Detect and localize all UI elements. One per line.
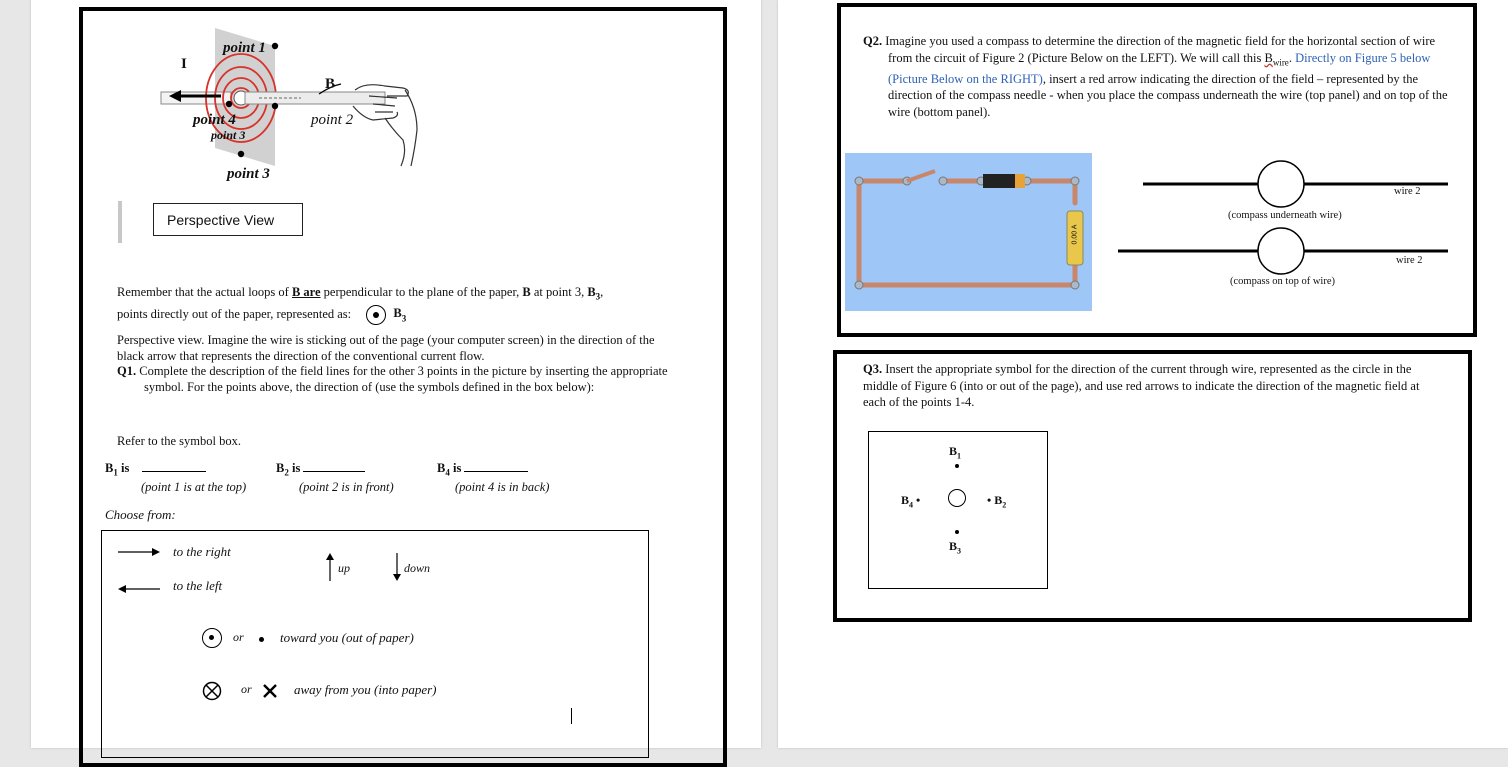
q2-text-a: Imagine you used a compass to determine the direction of the magnetic field for the horizontal section of wire from the circuit of Figure 2 (Picture Below on the LEFT). We will call this <box>885 34 1436 65</box>
compass-top-icon <box>1258 161 1304 207</box>
perspective-paragraph <box>117 333 677 395</box>
figure6-b2: • $B_2$ <box>987 493 1007 510</box>
label-point-3-small: point 3 <box>211 128 246 142</box>
label-point-2: point 2 <box>311 112 354 128</box>
symbol-label-b3: B <box>393 306 402 321</box>
remember-part2: perpendicular to the plane of the paper, <box>320 285 523 299</box>
q3-paragraph <box>863 361 1433 411</box>
out-of-page-symbol-icon <box>366 305 386 325</box>
into-page-circle-icon <box>202 681 222 701</box>
answer-b4-is: is <box>449 461 462 475</box>
out-of-page-circle-icon <box>202 628 222 648</box>
answer-b1-sub: 1 <box>113 467 118 478</box>
q1-label: Q1. <box>117 364 137 378</box>
figure6-b1-dot <box>955 464 959 468</box>
quote-bar <box>118 201 122 243</box>
figure6-b3 <box>949 539 961 555</box>
dot-icon <box>259 637 264 642</box>
label-point-4: point 4 <box>193 112 236 128</box>
remember-line2: points directly out of the paper, represented as: <box>117 306 352 321</box>
circuit-diagram <box>845 153 1092 311</box>
answer-b4-label: B <box>437 461 446 475</box>
symbol-label-b3-sub: 3 <box>401 312 407 323</box>
answer-b4 <box>437 461 528 478</box>
remember-paragraph <box>117 284 697 326</box>
ammeter-reading: 0.00 A <box>1071 224 1079 245</box>
left-arrow-icon <box>118 582 162 596</box>
figure6-b3-sub: 3 <box>957 546 962 556</box>
q2-bwire <box>1264 51 1288 65</box>
remember-b3: B <box>587 285 596 299</box>
q2-label: Q2. <box>863 34 883 48</box>
refer-symbol-box: Refer to the symbol box. <box>117 434 241 448</box>
remember-b3-sub: 3 <box>595 291 601 302</box>
point-1-dot <box>272 43 278 49</box>
answer-b2 <box>276 461 365 478</box>
perspective-text: Perspective view. Imagine the wire is sticking out of the page (your computer screen) in the direction of the black arrow that represents the direction of the conventional current flow. <box>117 333 655 363</box>
label-point-3: point 3 <box>227 166 270 182</box>
answer-b1-note: (point 1 is at the top) <box>141 480 247 494</box>
point-3-dot <box>238 151 244 157</box>
circuit-junctions <box>855 177 1079 289</box>
answer-b2-note: (point 2 is in front) <box>299 480 394 494</box>
compass-bottom-caption: (compass on top of wire) <box>1230 276 1335 287</box>
label-current-I: I <box>181 56 187 72</box>
wire-top-label: wire 2 <box>1394 186 1421 197</box>
answer-b2-label: B <box>276 461 285 475</box>
figure6-b4-sub: 4 <box>909 500 914 510</box>
battery-cap <box>1015 174 1025 188</box>
q2-text-c: , insert a red arrow indicating the direction of the field – represented by the direction of the compass needle - when you place the compass underneath the wire (top panel) and on top of the wire (bottom panel). <box>888 71 1448 119</box>
label-B: B <box>325 76 336 92</box>
figure6-b2-sub: 2 <box>1002 500 1007 510</box>
x-cross-icon <box>262 683 278 699</box>
figure6-b3-letter: B <box>949 539 958 553</box>
figure6-wire-circle[interactable] <box>948 489 966 507</box>
symbol-down-label: down <box>404 561 431 575</box>
answer-b1 <box>105 461 206 478</box>
figure6-b1-sub: 1 <box>957 451 962 461</box>
answer-b2-sub: 2 <box>284 467 289 478</box>
circuit-wires <box>859 181 1075 285</box>
symbol-or-2: or <box>241 682 252 696</box>
label-point-1: point 1 <box>223 40 266 56</box>
q1-text: Complete the description of the field lines for the other 3 points in the picture by inserting the appropriate symbol. For the points above, the direction of (use the symbols defined in the box below): <box>139 364 668 394</box>
circuit-image <box>845 153 1092 311</box>
figure6-b4: $B_4$ • <box>901 493 921 510</box>
symbol-or-1: or <box>233 630 244 644</box>
answer-b4-note: (point 4 is in back) <box>455 480 550 494</box>
wire-field-illustration <box>141 26 441 186</box>
remember-part1: Remember that the actual loops of <box>117 285 292 299</box>
point-2-dot <box>272 103 278 109</box>
compass-top-caption: (compass underneath wire) <box>1228 210 1342 221</box>
symbol-left-label: to the left <box>173 578 223 593</box>
wire-field-figure <box>141 26 441 186</box>
point-4-dot <box>226 101 232 107</box>
wire-bottom-label: wire 2 <box>1396 255 1423 266</box>
symbol-box <box>101 530 649 758</box>
compass-bottom-icon <box>1258 228 1304 274</box>
up-arrow-icon <box>325 553 335 581</box>
choose-from-label: Choose from: <box>105 507 176 522</box>
symbol-away-label: away from you (into paper) <box>294 682 437 697</box>
answer-b4-blank[interactable] <box>464 471 528 472</box>
answer-b4-sub: 4 <box>445 467 450 478</box>
left-page <box>31 0 761 748</box>
right-page <box>778 0 1508 748</box>
remember-part4: , <box>600 285 604 299</box>
figure6-b3-dot <box>955 530 959 534</box>
answer-b1-label: B <box>105 461 114 475</box>
answer-b1-is: is <box>117 461 130 475</box>
perspective-view-box <box>153 203 303 236</box>
text-cursor <box>571 708 572 724</box>
q2-bwire-b: B <box>1264 50 1273 65</box>
q2-text-blue: Directly on Figure 5 below (Picture Below on the RIGHT) <box>888 50 1431 86</box>
remember-b: B <box>522 285 531 299</box>
q3-label: Q3. <box>863 362 883 376</box>
remember-part3: at point 3, <box>530 285 588 299</box>
symbol-up-label: up <box>338 561 350 575</box>
answer-b2-is: is <box>288 461 301 475</box>
figure6-b1-letter: B <box>949 444 958 458</box>
figure6-box <box>868 431 1048 589</box>
answer-b1-blank[interactable] <box>142 471 206 472</box>
figure6-b4-letter: B <box>901 493 910 507</box>
figure6-b2-letter: B <box>994 493 1003 507</box>
symbol-right-label: to the right <box>173 544 231 559</box>
q2-bwire-sub: wire <box>1272 57 1289 67</box>
q2-text-b: . <box>1288 50 1296 65</box>
perspective-view-label: Perspective View <box>167 212 275 228</box>
wire-left <box>161 92 231 104</box>
down-arrow-icon <box>392 553 402 581</box>
right-arrow-icon <box>118 545 162 559</box>
remember-b-are: B are <box>291 285 321 299</box>
answer-b2-blank[interactable] <box>303 471 365 472</box>
switch-lever <box>907 171 935 181</box>
figure6-b1 <box>949 444 961 460</box>
symbol-toward-label: toward you (out of paper) <box>280 630 414 645</box>
q2-paragraph <box>863 33 1448 120</box>
q3-text: Insert the appropriate symbol for the direction of the current through wire, represented as the circle in the middle of Figure 6 (into or out of the page), and use red arrows to indicate the direction of the magnetic field at each of the points 1-4. <box>863 362 1420 409</box>
